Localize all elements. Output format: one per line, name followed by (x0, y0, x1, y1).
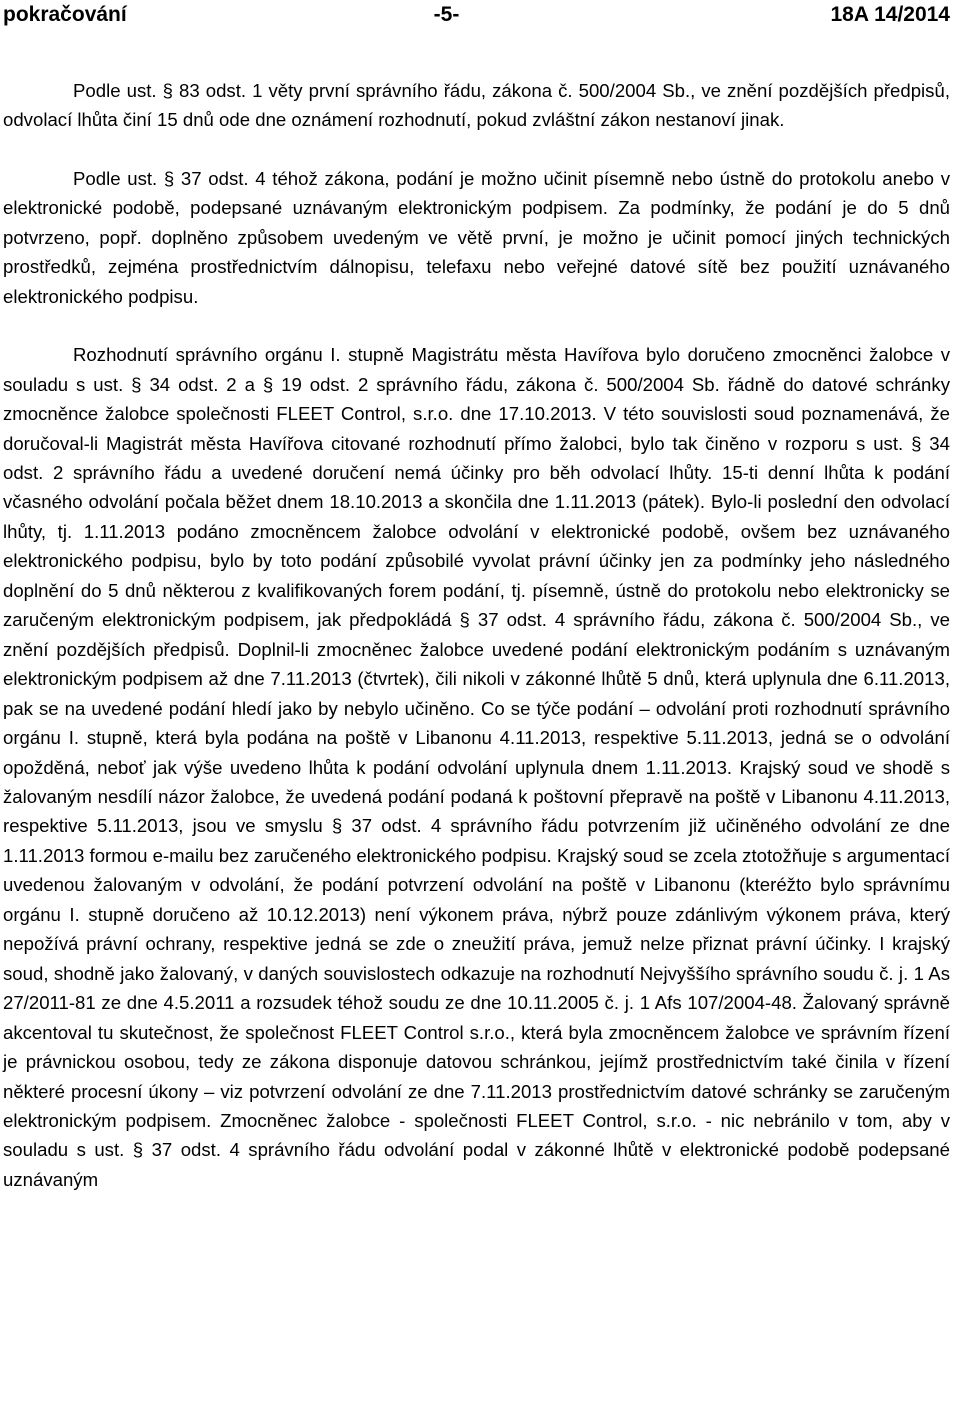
paragraph-court-reasoning: Rozhodnutí správního orgánu I. stupně Magistrátu města Havířova bylo doručeno zmocněnci žalobce v souladu s ust. § 34 odst. 2 a § 19 odst. 2 správního řádu, zákona č. 500/2004 Sb. řádně do datové schránky zmocněnce žalobce společnosti FLEET Control, s.r.o. dne 17.10.2013. V této souvislosti soud poznamenává, že doručoval-li Magistrát města Havířova citované rozhodnutí přímo žalobci, bylo tak činěno v rozporu s ust. § 34 odst. 2 správního řádu a uvedené doručení nemá účinky pro běh odvolací lhůty. 15-ti denní lhůta k podání včasného odvolání počala běžet dnem 18.10.2013 a skončila dne 1.11.2013 (pátek). Bylo-li poslední den odvolací lhůty, tj. 1.11.2013 podáno zmocněncem žalobce odvolání v elektronické podobě, ovšem bez uznávaného elektronického podpisu, bylo by toto podání způsobilé vyvolat právní účinky jen za podmínky jeho následného doplnění do 5 dnů některou z kvalifikovaných forem podání, tj. písemně, ústně do protokolu nebo elektronicky se zaručeným elektronickým podpisem, jak předpokládá § 37 odst. 4 správního řádu, zákona č. 500/2004 Sb., ve znění pozdějších předpisů. Doplnil-li zmocněnec žalobce uvedené podání elektronickým podáním s uznávaným elektronickým podpisem až dne 7.11.2013 (čtvrtek), čili nikoli v zákonné lhůtě 5 dnů, která uplynula dne 6.11.2013, pak se na uvedené podání hledí jako by nebylo učiněno. Co se týče podání – odvolání proti rozhodnutí správního orgánu I. stupně, která byla podána na poště v Libanonu 4.11.2013, respektive 5.11.2013, jedná se o odvolání opožděná, neboť jak výše uvedeno lhůta k podání odvolání uplynula dnem 1.11.2013. Krajský soud ve shodě s žalovaným nesdílí názor žalobce, že uvedená podání podaná k poštovní přepravě na poště v Libanonu 4.11.2013, respektive 5.11.2013, jsou ve smyslu § 37 odst. 4 správního řádu potvrzením již učiněného odvolání ze dne 1.11.2013 formou e-mailu bez zaručeného elektronického podpisu. Krajský soud se zcela ztotožňuje s argumentací uvedenou žalovaným v odvolání, že podání potvrzení odvolání na poště v Libanonu (kteréžto bylo správnímu orgánu I. stupně doručeno až 10.12.2013) není výkonem práva, nýbrž pouze zdánlivým výkonem práva, který nepožívá právní ochrany, respektive jedná se zde o zneužití práva, jemuž nelze přiznat právní účinky. I krajský soud, shodně jako žalovaný, v daných souvislostech odkazuje na rozhodnutí Nejvyššího správního soudu č. j. 1 As 27/2011-81 ze dne 4.5.2011 a rozsudek téhož soudu ze dne 10.11.2005 č. j. 1 Afs 107/2004-48. Žalovaný správně akcentoval tu skutečnost, že společnost FLEET Control s.r.o., která byla zmocněncem žalobce ve správním řízení je právnickou osobou, tedy ze zákona disponuje datovou schránkou, jejímž prostřednictvím také činila v řízení některé procesní úkony – viz potvrzení odvolání ze dne 7.11.2013 prostřednictvím datové schránky se zaručeným elektronickým podpisem. Zmocněnec žalobce - společnosti FLEET Control, s.r.o. - nic nebránilo v tom, aby v souladu s ust. § 37 odst. 4 správního řádu odvolání podal v zákonné lhůtě v elektronické podobě podepsané uznávaným (3, 344, 950, 1190)
page-header (3, 0, 950, 32)
case-number: 18A 14/2014 (830, 3, 950, 26)
page-number: -5- (433, 3, 460, 26)
paragraph-appeal-deadline: Podle ust. § 83 odst. 1 věty první správního řádu, zákona č. 500/2004 Sb., ve znění pozdějších předpisů, odvolací lhůta činí 15 dnů ode dne oznámení rozhodnutí, pokud zvláštní zákon nestanoví jinak. (3, 80, 950, 131)
header-continuation-label: pokračování (3, 3, 127, 26)
paragraph-filing-forms: Podle ust. § 37 odst. 4 téhož zákona, podání je možno učinit písemně nebo ústně do protokolu anebo v elektronické podobě, podepsané uznávaným elektronickým podpisem. Za podmínky, že podání je do 5 dnů potvrzeno, popř. doplněno způsobem uvedeným ve větě první, je možno je učinit pomocí jiných technických prostředků, zejména prostřednictvím dálnopisu, telefaxu nebo veřejné datové sítě bez použití uznávaného elektronického podpisu. (3, 167, 950, 307)
document-body (3, 76, 950, 1194)
